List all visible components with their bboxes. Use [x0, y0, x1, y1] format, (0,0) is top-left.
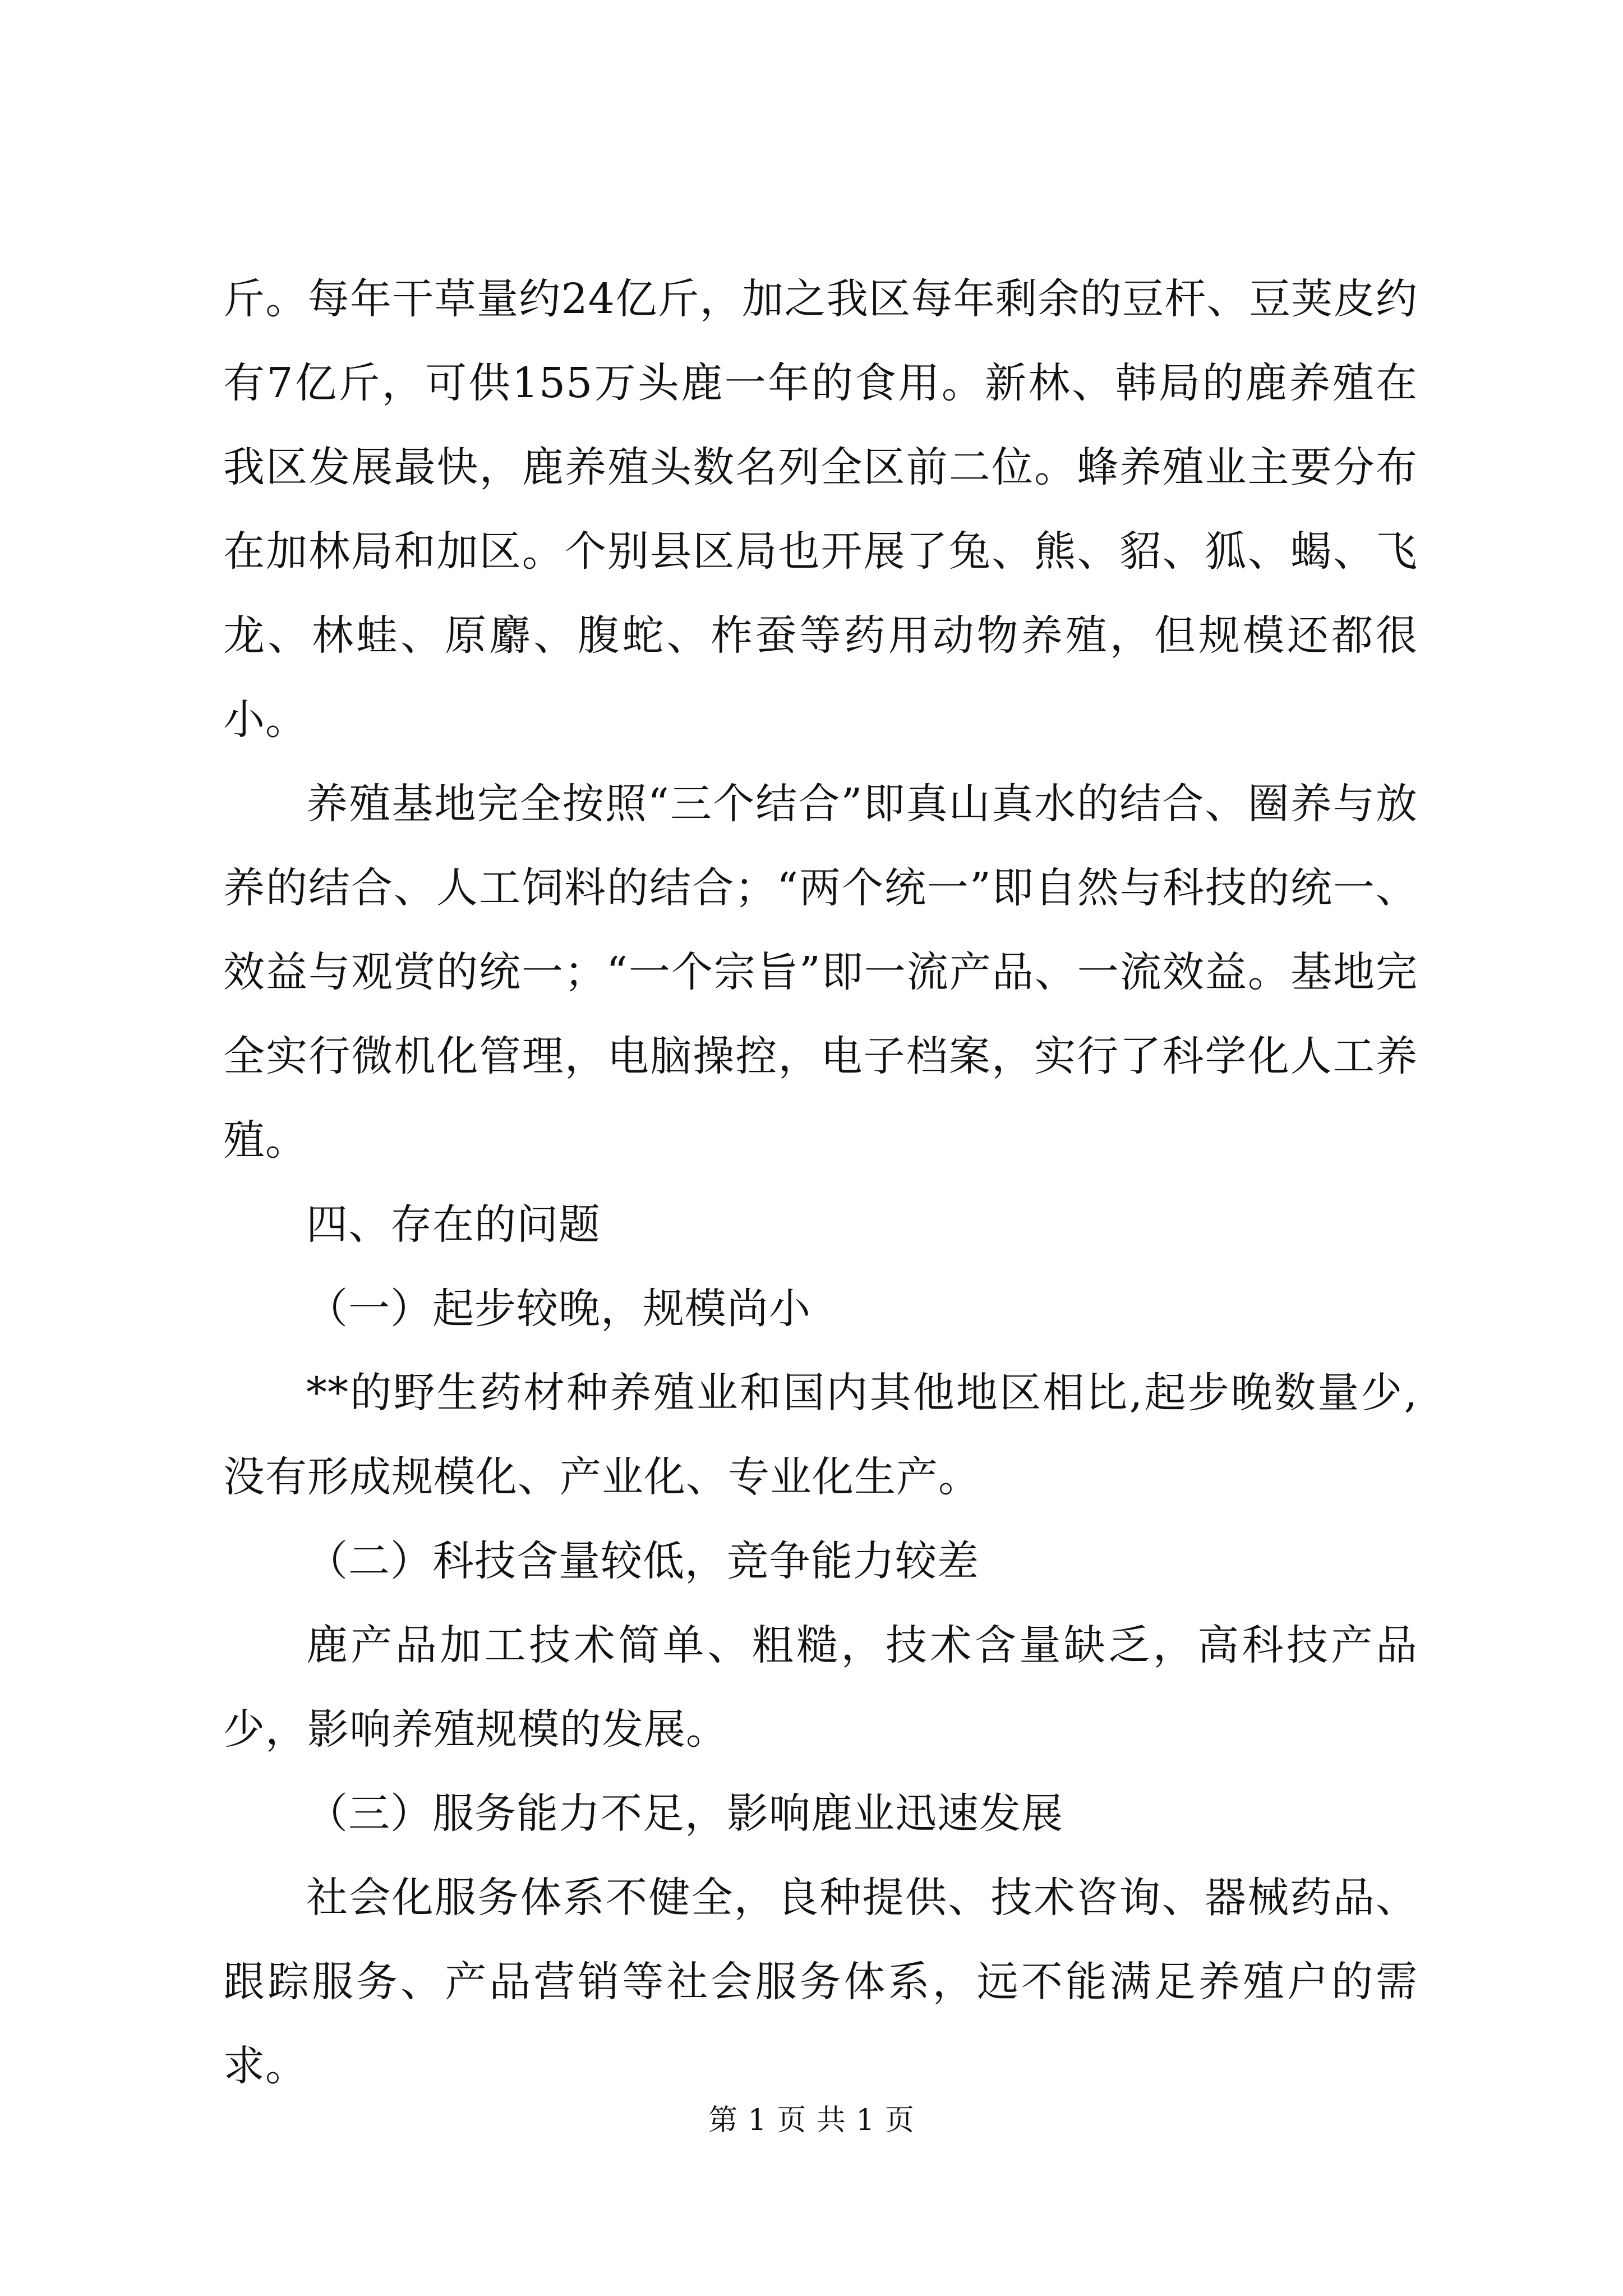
- paragraph-continued: 斤。每年干草量约24亿斤，加之我区每年剩余的豆杆、豆荚皮约有7亿斤，可供155万头鹿一年的食用。新林、韩局的鹿养殖在我区发展最快，鹿养殖头数名列全区前二位。蜂养殖业主要分布在加林局和加区。个别县区局也开展了兔、熊、貂、狐、蝎、飞龙、林蛙、原麝、腹蛇、柞蚕等药用动物养殖，但规模还都很小。: [223, 275, 1418, 744]
- paragraph-problem-2: 鹿产品加工技术简单、粗糙，技术含量缺乏，高科技产品少，影响养殖规模的发展。: [223, 1621, 1418, 1754]
- subheading-2: （二）科技含量较低，竞争能力较差: [306, 1537, 979, 1585]
- paragraph-problem-3: 社会化服务体系不健全，良种提供、技术咨询、器械药品、跟踪服务、产品营销等社会服务体系，远不能满足养殖户的需求。: [223, 1874, 1418, 2090]
- paragraph-base-principles: 养殖基地完全按照“三个结合”即真山真水的结合、圈养与放养的结合、人工饲料的结合；“两个统一”即自然与科技的统一、效益与观赏的统一；“一个宗旨”即一流产品、一流效益。基地完全实行微机化管理，电脑操控，电子档案，实行了科学化人工养殖。: [223, 780, 1418, 1165]
- document-body: [223, 257, 1418, 2108]
- section-heading-problems: 四、存在的问题: [306, 1200, 601, 1249]
- paragraph-problem-1: **的野生药材种养殖业和国内其他地区相比,起步晚数量少,没有形成规模化、产业化、专业化生产。: [223, 1369, 1418, 1501]
- subheading-3: （三）服务能力不足，影响鹿业迅速发展: [306, 1789, 1063, 1838]
- page-footer: 第 1 页 共 1 页: [708, 2104, 915, 2137]
- subheading-1: （一）起步较晚，规模尚小: [306, 1285, 811, 1333]
